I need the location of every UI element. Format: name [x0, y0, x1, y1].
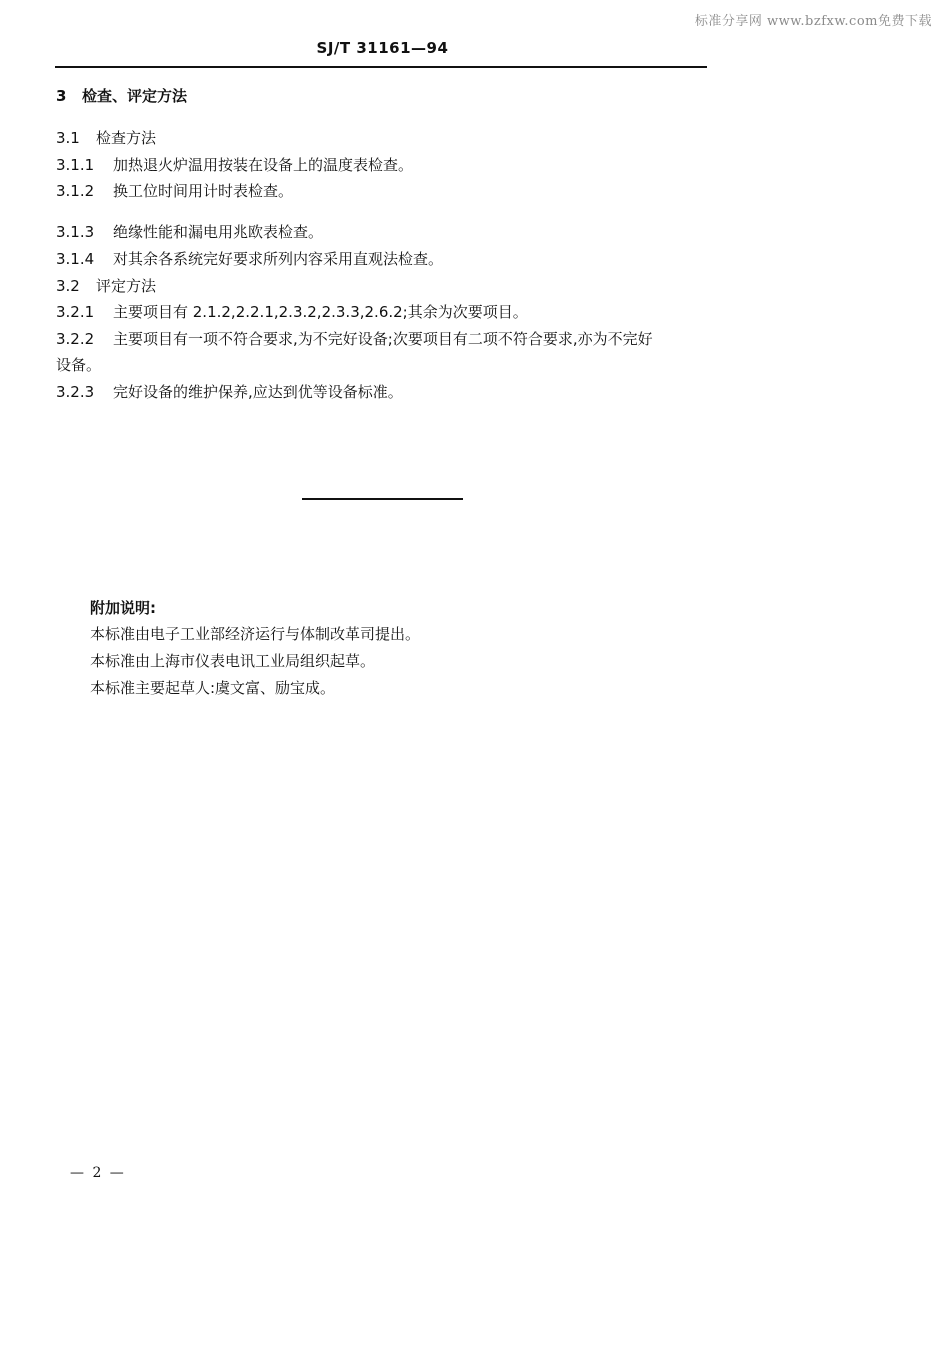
section-number: 3 — [56, 87, 67, 105]
standard-code-header: SJ/T 31161—94 — [316, 39, 449, 57]
clause-text: 换工位时间用计时表检查。 — [113, 182, 294, 200]
clause-number: 3.2.3 — [56, 383, 95, 401]
clause-number: 3.2 — [56, 277, 80, 295]
clause-text: 检查方法 — [96, 129, 157, 147]
clause-3-2-2 — [56, 329, 653, 349]
additional-notes-heading: 附加说明: — [90, 599, 156, 617]
clause-3-1-4 — [56, 249, 443, 269]
section-title: 检查、评定方法 — [82, 87, 188, 105]
clause-number: 3.1.3 — [56, 223, 95, 241]
clause-3-1-3 — [56, 222, 323, 242]
section-heading — [56, 86, 187, 106]
clause-3-1-2 — [56, 181, 293, 201]
clause-text: 加热退火炉温用按装在设备上的温度表检查。 — [113, 156, 414, 174]
additional-note-line: 本标准由电子工业部经济运行与体制改革司提出。 — [90, 625, 421, 643]
clause-number: 3.2.1 — [56, 303, 95, 321]
clause-3-1 — [56, 128, 156, 148]
watermark: 标准分享网 www.bzfxw.com免费下载 — [694, 14, 932, 29]
end-of-text-rule — [302, 498, 463, 500]
clause-text: 对其余各系统完好要求所列内容采用直观法检查。 — [113, 250, 444, 268]
clause-3-2-2-continuation: 设备。 — [56, 356, 102, 374]
clause-3-2 — [56, 276, 156, 296]
clause-number: 3.1 — [56, 129, 80, 147]
clause-text: 评定方法 — [96, 277, 157, 295]
clause-text: 主要项目有 2.1.2,2.2.1,2.3.2,2.3.3,2.6.2;其余为次要项目。 — [113, 303, 528, 321]
clause-text: 主要项目有一项不符合要求,为不完好设备;次要项目有二项不符合要求,亦为不完好 — [113, 330, 653, 348]
clause-3-1-1 — [56, 155, 413, 175]
clause-3-2-1 — [56, 302, 528, 322]
additional-note-line: 本标准由上海市仪表电讯工业局组织起草。 — [90, 652, 376, 670]
clause-text: 完好设备的维护保养,应达到优等设备标准。 — [113, 383, 403, 401]
clause-number: 3.1.2 — [56, 182, 95, 200]
clause-number: 3.1.4 — [56, 250, 95, 268]
clause-text: 绝缘性能和漏电用兆欧表检查。 — [113, 223, 324, 241]
header-rule — [55, 66, 707, 68]
additional-note-line: 本标准主要起草人:虞文富、励宝成。 — [90, 679, 336, 697]
clause-number: 3.1.1 — [56, 156, 95, 174]
page-number: — 2 — — [70, 1165, 126, 1181]
clause-3-2-3 — [56, 382, 403, 402]
clause-number: 3.2.2 — [56, 330, 95, 348]
